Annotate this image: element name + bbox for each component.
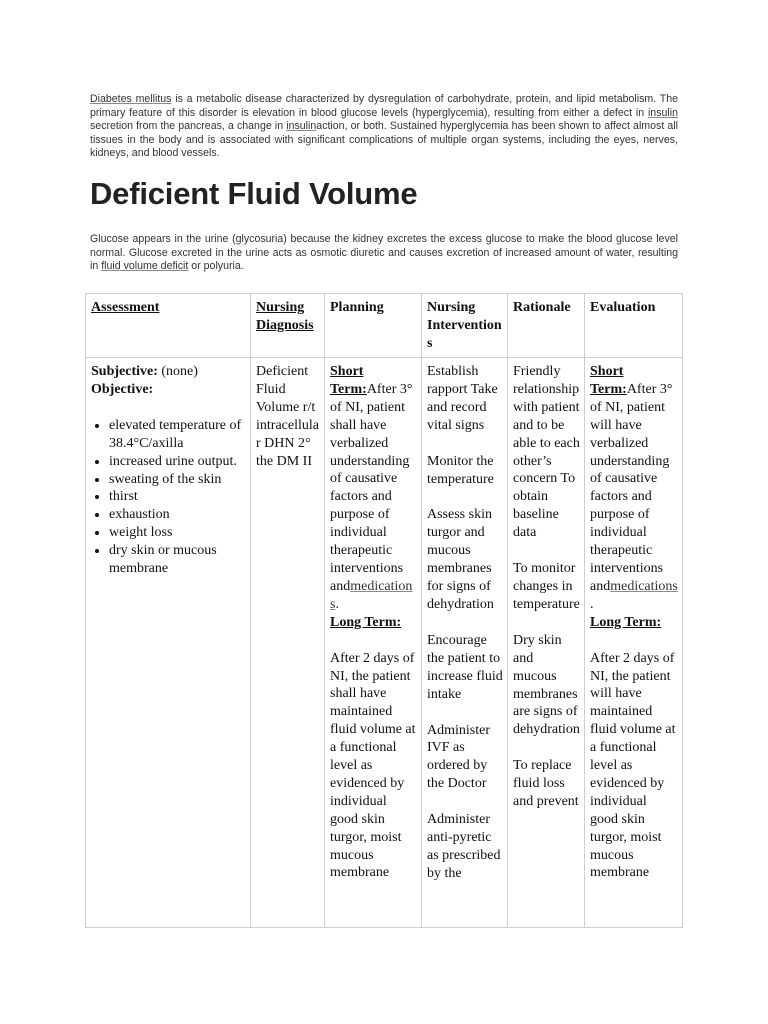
list-item: • exhaustion [109,506,246,524]
list-item: • weight loss [109,524,246,542]
insulin-link[interactable]: insulin [647,106,678,119]
header-assessment: Assessment [86,294,251,358]
intro-text-1: is a metabolic disease characterized by dysregulation of carbohydrate, protein, and lipid metabolism. The primary feature of this disorder is elevation in blood glucose levels (hyperglycemia), resulting from either a defect in [90,93,678,119]
evaluation-cell: Short Term:After 3° of NI, patient will have verbalized understanding of causative factors and purpose of individual therapeutic interventions andmedications. Long Term: After 2 days of NI, the patient will have maintained fluid volume at a functional level as evidenced by individual good skin turgor, moist mucous membrane [585,358,683,928]
table-row [86,358,683,928]
planning-short-term-label: Short Term: [330,364,367,397]
list-item: Administer IVF as ordered by the Doctor [427,722,490,792]
list-item: • dry skin or mucous membrane [109,542,246,578]
objective-findings-list [91,417,246,578]
intro-paragraph [90,93,678,161]
list-item: To monitor changes in temperature [513,561,580,612]
objective-label: Objective: [91,381,154,397]
intro-text-2: secretion from the pancreas, a change in [90,120,287,132]
insulin-action-link[interactable]: insulin [286,120,317,132]
interventions-cell [422,358,508,928]
subjective-line: Subjective: (none) [91,364,198,379]
planning-cell: Short Term:After 3° of NI, patient shall have verbalized understanding of causative factors and purpose of individual therapeutic interventions andmedications. Long Term: After 2 days of NI, the patient shall have maintained fluid volume at a functional level as evidenced by individual good skin turgor, moist mucous membrane [325,358,422,928]
rationale-cell [508,358,585,928]
list-item: Monitor the temperature [427,453,494,487]
list-item: • thirst [109,488,246,506]
header-evaluation: Evaluation [585,294,683,358]
list-item: Dry skin and mucous membranes are signs of dehydration [513,632,580,738]
evaluation-long-term-label: Long Term: [590,614,662,630]
intro-text-3: action, or both. Sustained hyperglycemia has been shown to affect almost all tissues in the body and is associated with significant complications of multiple organ systems, including the eyes, nerves, kidneys, and blood vessels. [90,120,678,159]
section-heading: Deficient Fluid Volume [90,176,418,211]
list-item: • elevated temperature of 38.4°C/axilla [109,417,246,453]
glycosuria-paragraph [90,233,678,274]
header-nursing-interventions: Nursing Interventions [422,294,508,358]
evaluation-long-term-text: After 2 days of NI, the patient will have maintained fluid volume at a functional level as evidenced by individual good skin turgor, moist mucous membrane [590,650,676,881]
evaluation-short-term-label: Short Term: [590,364,627,397]
planning-long-term-text: After 2 days of NI, the patient shall have maintained fluid volume at a functional level as evidenced by individual good skin turgor, moist mucous membrane [330,650,416,881]
assessment-cell [86,358,251,928]
header-nursing-diagnosis: Nursing Diagnosis [251,294,325,358]
nursing-care-plan-table [85,293,683,928]
para-text-2: or polyuria. [188,260,244,272]
diabetes-mellitus-link[interactable]: Diabetes mellitus [90,93,172,105]
header-rationale: Rationale [508,294,585,358]
list-item: • sweating of the skin [109,471,246,489]
table-header-row [86,294,683,358]
list-item: Establish rapport Take and record vital signs [427,364,498,433]
list-item: Friendly relationship with patient and to be able to each other’s concern To obtain baseline data [513,364,580,541]
fluid-volume-deficit-link[interactable]: fluid volume deficit [101,260,189,272]
planning-short-term-text: After 3° of NI, patient shall have verbalized understanding of causative factors and purpose of individual therapeutic interventions and [330,381,413,594]
evaluation-medications-link[interactable]: medications [610,578,678,594]
header-planning: Planning [325,294,422,358]
list-item: Encourage the patient to increase fluid intake [427,632,503,702]
evaluation-short-term-text: After 3° of NI, patient will have verbalized understanding of causative factors and purpose of individual therapeutic interventions and [590,381,673,594]
list-item: Assess skin turgor and mucous membranes for signs of dehydration [427,507,494,612]
diagnosis-cell: Deficient Fluid Volume r/t intracellular DHN 2° the DM II [251,358,325,928]
list-item: Administer anti-pyretic as prescribed by the [427,812,501,881]
planning-long-term-label: Long Term: [330,614,402,630]
para-text-1: Glucose appears in the urine (glycosuria) because the kidney excretes the excess glucose to make the blood glucose level normal. Glucose excreted in the urine acts as osmotic diuretic and causes excretion of increased amount of water, resulting in [90,233,678,272]
list-item: To replace fluid loss and prevent [513,758,579,810]
list-item: • increased urine output. [109,453,246,471]
planning-medications-link[interactable]: medications [330,578,413,612]
